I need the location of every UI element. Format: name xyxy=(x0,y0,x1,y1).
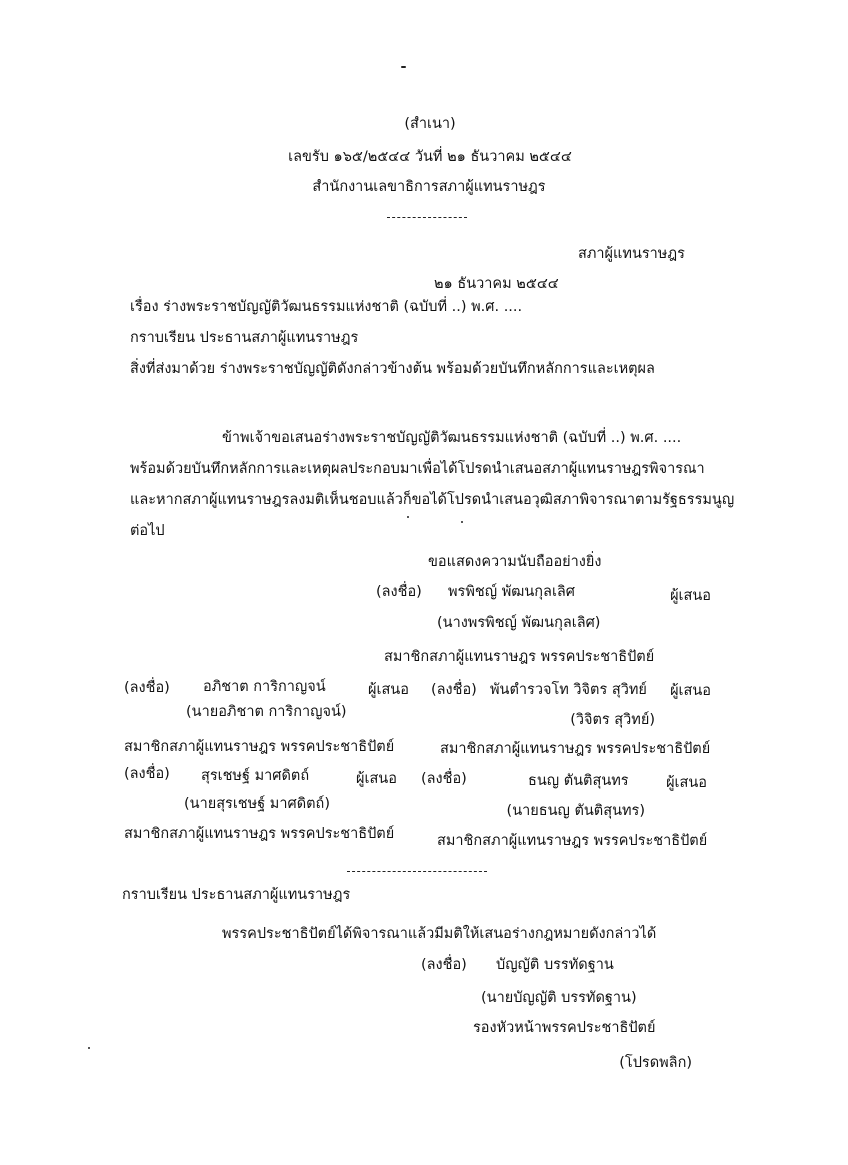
signature-name: พรพิชญ์ พัฒนกุลเลิศ xyxy=(448,584,575,600)
sender-org: สภาผู้แทนราษฎร xyxy=(578,246,685,262)
scan-speck xyxy=(407,516,409,518)
proposer-label: ผู้เสนอ xyxy=(368,682,409,698)
section-divider xyxy=(347,871,487,872)
receiving-office: สำนักงานเลขาธิการสภาผู้แทนราษฎร xyxy=(312,179,546,195)
signed-label: (ลงชื่อ) xyxy=(376,584,422,600)
signer-full-name: (นายธนญ ตันติสุนทร) xyxy=(506,803,645,819)
signed-label: (ลงชื่อ) xyxy=(124,766,170,782)
subject-line: เรื่อง ร่างพระราชบัญญัติวัฒนธรรมแห่งชาติ (ฉบับที่ ..) พ.ศ. .... xyxy=(130,299,523,315)
scan-speck xyxy=(461,521,463,523)
signed-label: (ลงชื่อ) xyxy=(421,771,467,787)
signer-position: สมาชิกสภาผู้แทนราษฎร พรรคประชาธิปัตย์ xyxy=(440,741,711,757)
proposer-label: ผู้เสนอ xyxy=(356,771,397,787)
scan-speck xyxy=(401,66,406,68)
copy-mark: (สำเนา) xyxy=(404,116,456,132)
turn-over-note: (โปรดพลิก) xyxy=(619,1055,692,1071)
endorsement-text: พรรคประชาธิปัตย์ได้พิจารณาแล้วมีมติให้เสนอร่างกฎหมายดังกล่าวได้ xyxy=(222,926,657,942)
signature-name: อภิชาต การิกาญจน์ xyxy=(203,679,326,695)
signed-label: (ลงชื่อ) xyxy=(431,682,477,698)
scan-speck xyxy=(88,1047,90,1049)
signature-name: สุรเชษฐ์ มาศดิตถ์ xyxy=(201,768,310,784)
signer-full-name: (วิจิตร สุวิทย์) xyxy=(570,712,655,728)
receipt-line: เลขรับ ๑๖๕/๒๕๔๔ วันที่ ๒๑ ธันวาคม ๒๕๔๔ xyxy=(288,149,572,165)
header-divider xyxy=(387,217,467,218)
proposer-label: ผู้เสนอ xyxy=(670,588,711,604)
salutation: กราบเรียน ประธานสภาผู้แทนราษฎร xyxy=(130,330,359,346)
signature-name: พันตำรวจโท วิจิตร สุวิทย์ xyxy=(490,682,647,698)
signer-position: สมาชิกสภาผู้แทนราษฎร พรรคประชาธิปัตย์ xyxy=(384,649,655,665)
letter-date: ๒๑ ธันวาคม ๒๕๔๔ xyxy=(434,276,559,292)
signer-full-name: (นายสุรเชษฐ์ มาศดิตถ์) xyxy=(184,796,330,812)
body-line: ต่อไป xyxy=(130,523,165,539)
enclosure-line: สิ่งที่ส่งมาด้วย ร่างพระราชบัญญัติดังกล่าวข้างต้น พร้อมด้วยบันทึกหลักการและเหตุผล xyxy=(130,361,655,377)
proposer-label: ผู้เสนอ xyxy=(666,775,707,791)
signer-position: สมาชิกสภาผู้แทนราษฎร พรรคประชาธิปัตย์ xyxy=(437,833,708,849)
signature-name: บัญญัติ บรรทัดฐาน xyxy=(496,957,614,973)
signed-label: (ลงชื่อ) xyxy=(124,680,170,696)
closing: ขอแสดงความนับถืออย่างยิ่ง xyxy=(428,554,602,570)
body-line: พร้อมด้วยบันทึกหลักการและเหตุผลประกอบมาเพื่อได้โปรดนำเสนอสภาผู้แทนราษฎรพิจารณา xyxy=(130,461,705,477)
signer-full-name: (นางพรพิชญ์ พัฒนกุลเลิศ) xyxy=(437,615,601,631)
signer-position: สมาชิกสภาผู้แทนราษฎร พรรคประชาธิปัตย์ xyxy=(124,826,395,842)
signature-name: ธนญ ตันติสุนทร xyxy=(528,773,629,789)
signed-label: (ลงชื่อ) xyxy=(421,957,467,973)
signer-full-name: (นายบัญญัติ บรรทัดฐาน) xyxy=(481,990,637,1006)
signer-position: สมาชิกสภาผู้แทนราษฎร พรรคประชาธิปัตย์ xyxy=(124,739,395,755)
endorsement-salutation: กราบเรียน ประธานสภาผู้แทนราษฎร xyxy=(122,887,351,903)
proposer-label: ผู้เสนอ xyxy=(670,683,711,699)
signer-full-name: (นายอภิชาต การิกาญจน์) xyxy=(186,704,347,720)
body-line: ข้าพเจ้าขอเสนอร่างพระราชบัญญัติวัฒนธรรมแห่งชาติ (ฉบับที่ ..) พ.ศ. .... xyxy=(222,430,682,446)
body-line: และหากสภาผู้แทนราษฎรลงมติเห็นชอบแล้วก็ขอได้โปรดนำเสนอวุฒิสภาพิจารณาตามรัฐธรรมนูญ xyxy=(130,492,735,508)
signer-position: รองหัวหน้าพรรคประชาธิปัตย์ xyxy=(473,1020,656,1036)
